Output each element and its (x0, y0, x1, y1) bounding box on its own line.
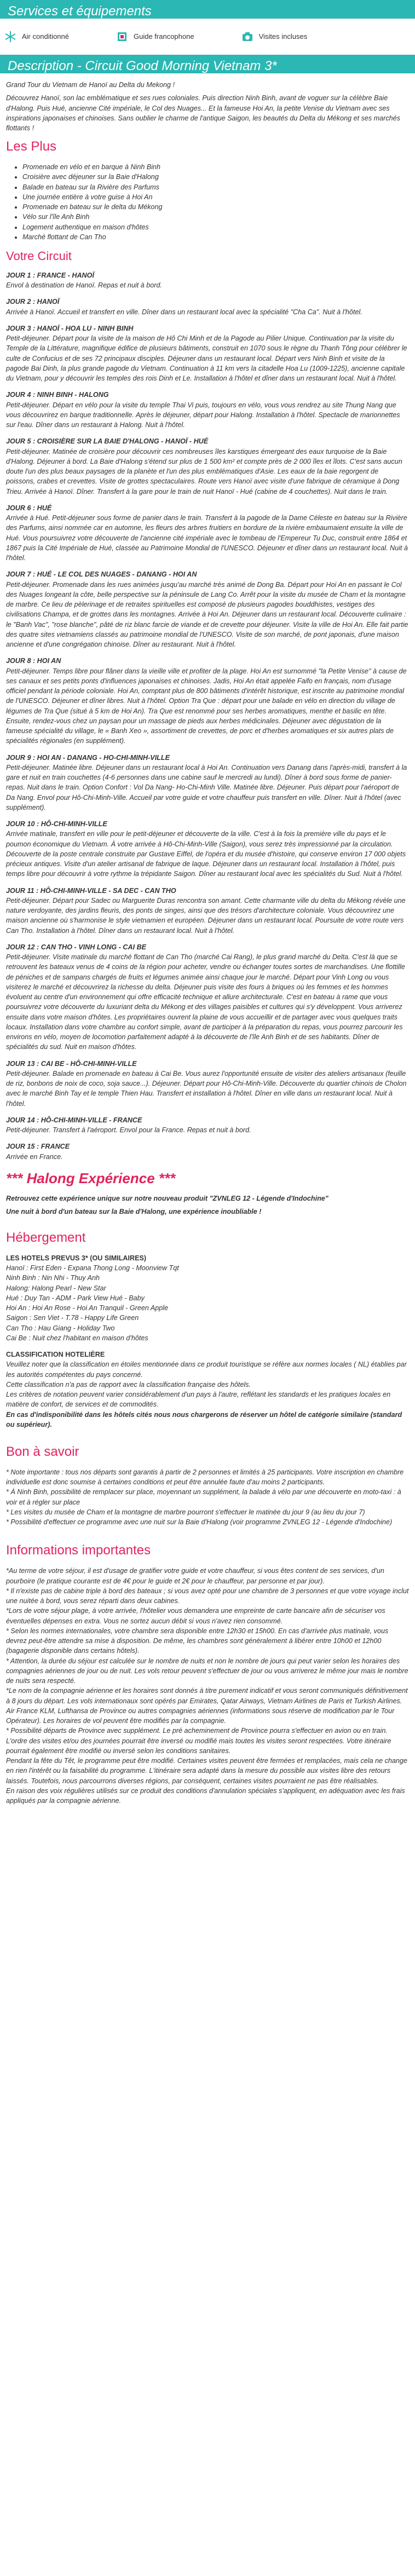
day-block (6, 1115, 409, 1136)
day-text: Petit-déjeuner. Matinée libre. Déjeuner dans un restaurant local à Hoi An. Continuation vers Danang dans l'après-midi, transfert à la gare et nuit en train couchettes (4-6 personnes dans une cabine sauf le mercredi au lundi). Dîner à bord sous forme de panier-repas. Nuit dans le train. Option Confort : Vol Da Nang- Ho-Chi-Minh Ville. Matinée libre. Déjeuner. Puis départ pour l'aéroport de Da Nang. Envol pour Hô-Chi-Minh-Ville. Accueil par votre guide et votre chauffeur puis transfert en ville. Dîner. Nuit à l'hôtel (avec supplément). (6, 763, 407, 811)
day-block (6, 819, 409, 879)
camera-icon (241, 31, 253, 43)
list-item: • Balade en bateau sur la Rivière des Parfums (22, 182, 409, 192)
info-line: *Le nom de la compagnie aérienne et les horaires sont donnés à titre purement indicatif et vous seront communiqués définitivement à 8 jours du départ. Les vols internationaux sont opérés par Emirates, Qatar Airways, Vietnam Airlines de Paris et Turkish Airlines. Air France KLM, Lufthansa de Province ou autres compagnies aériennes (informations sous réserve de modification par le Tour Opérateur). Les horaires de vol peuvent être modifiés par la compagnie. (6, 1687, 408, 1725)
day-text: Arrivée à Hué. Petit-déjeuner sous forme de panier dans le train. Transfert à la pagode de la Dame Céleste en bateau sur la Rivière des Parfums, ainsi nommée car en automne, les fleurs des arbres fruitiers en bordure de la rivière embaumaient ensuite la ville de Hué. Vous poursuivrez votre découverte de l'ancienne cité impériale avec le tombeau de l'Empereur Tu Duc, construit entre 1864 et 1867 puis la Cité Impériale de Hué, classée au Patrimoine Mondial de l'UNESCO. Déjeuner et dîner dans un restaurant local. Nuit à l'hôtel. (6, 514, 408, 562)
plus-title: Les Plus (6, 139, 57, 154)
day-block (6, 436, 409, 497)
bon-savoir-line: * Possibilité d'effectuer ce programme avec une nuit sur la Baie d'Halong (voir programme ZVNLEG 12 - Légende d'Indochine) (6, 1518, 393, 1526)
day-title: JOUR 14 : HÔ-CHI-MINH-VILLE - FRANCE (6, 1116, 142, 1124)
day-block (6, 1142, 409, 1162)
halong-line: Retrouvez cette expérience unique sur notre nouveau produit "ZVNLEG 12 - Légende d'Indochine" (6, 1194, 328, 1202)
day-text: Envol à destination de Hanoï. Repas et nuit à bord. (6, 281, 162, 290)
amenity-aircon (4, 31, 69, 43)
day-title: JOUR 6 : HUÉ (6, 504, 52, 512)
day-block (6, 886, 409, 936)
day-block (6, 270, 409, 291)
halong-title: *** Halong Expérience *** (6, 1169, 176, 1186)
day-block (6, 1059, 409, 1109)
day-title: JOUR 15 : FRANCE (6, 1143, 70, 1151)
day-text: Petit-déjeuner. Transfert à l'aéroport. Envol pour la France. Repas et nuit à bord. (6, 1126, 251, 1134)
day-text: Petit-déjeuner. Départ en vélo pour la visite du temple Thai Vi puis, toujours en vélo, vous vous rendrez au site Thung Nang que vous découvrirez en barque traditionnelle. Après le déjeuner, départ pour Halong. Installation à l'hôtel. Spectacle de marionnettes sur l'eau. Dîner dans un restaurant à Halong. Nuit à l'hôtel. (6, 401, 400, 429)
bon-savoir-title: Bon à savoir (6, 1444, 79, 1460)
day-block (6, 753, 409, 813)
snowflake-icon (4, 31, 16, 43)
day-text: Arrivée à Hanoï. Accueil et transfert en ville. Dîner dans un restaurant local avec la spécialité "Cha Ca". Nuit à l'hôtel. (6, 308, 362, 316)
hotel-line: Can Tho : Hau Giang - Holiday Two (6, 1324, 115, 1332)
bon-savoir-line: * Les visites du musée de Cham et la montagne de marbre pourront s'effectuer le matinée du jour 9 (au lieu du jour 7) (6, 1508, 365, 1516)
day-title: JOUR 12 : CAN THO - VINH LONG - CAI BE (6, 943, 147, 951)
hotel-line: Cai Be : Nuit chez l'habitant en maison d'hôtes (6, 1334, 148, 1342)
amenity-label: Visites incluses (258, 32, 308, 41)
hotel-line: Saigon : Sen Viet - T.78 - Happy Life Green (6, 1314, 139, 1322)
day-title: JOUR 9 : HOI AN - DANANG - HO-CHI-MINH-VILLE (6, 753, 170, 762)
info-line: En raison des voix régulières utilisés sur ce produit des conditions d'annulation spéciales s'appliquent, en adéquation avec les frais appliqués par la compagnie aérienne. (6, 1787, 405, 1805)
day-text: Petit-déjeuner. Départ pour la visite de la maison de Hô Chi Minh et de la Pagode au Pilier Unique. Continuation par la visite du Temple de la Littérature, magnifique édifice de plusieurs bâtiments, construit en 1070 sous le règne du Thanh Tông pour célébrer le culte de Confucius et de ses 72 principaux disciples. Déjeuner dans un restaurant local. Départ vers Ninh Binh et visite de la pagode Bai Dinh, la plus grande pagode du Vietnam. Continuation à 11 km vers la citadelle Hoa Lu (1009-1225), ancienne capitale du Vietnam, pour y découvrir les temples des rois Dinh et Le. Installation à l'hôtel et dîner dans un restaurant local. Nuit à l'hôtel. (6, 335, 407, 383)
hotel-line: Hanoï : First Eden - Expana Thong Long - Moonview Tqt (6, 1264, 179, 1272)
halong-line: Une nuit à bord d'un bateau sur la Baie d'Halong, une expérience inoubliable ! (6, 1207, 262, 1215)
day-text: Petit-déjeuner. Départ pour Sadec ou Marguerite Duras rencontra son amant. Cette charmante ville du delta du Mékong révèle une nature verdoyante, des jardins fleuris, des ponts de singes, ainsi que des trésors d'architecture coloniale. Vous découvrirez une maison ancienne où s'harmonise le style vietnamien et européen. Déjeuner dans un restaurant local. Poursuite de votre route vers Can Tho. Installation à l'hôtel. Dîner dans un restaurant local. Nuit à l'hôtel. (6, 896, 406, 935)
day-title: JOUR 13 : CAI BE - HÔ-CHI-MINH-VILLE (6, 1059, 137, 1068)
day-title: JOUR 5 : CROISIÈRE SUR LA BAIE D'HALONG - HANOÏ - HUÉ (6, 437, 209, 446)
day-title: JOUR 10 : HÔ-CHI-MINH-VILLE (6, 820, 107, 828)
list-item: • Vélo sur l'île Anh Binh (22, 212, 409, 222)
day-text: Arrivée en France. (6, 1152, 63, 1161)
day-block (6, 324, 409, 384)
list-item: • Logement authentique en maison d'hôtes (22, 222, 409, 232)
info-line: *Au terme de votre séjour, il est d'usage de gratifier votre guide et votre chauffeur, si vous êtes content de ses services, d'un pourboire (le pratique courante est de 4€ pour le guide et 2€ pour le chauffeur, par personne et par jour). (6, 1567, 384, 1585)
amenities-row (0, 19, 415, 55)
intro-line: Grand Tour du Vietnam de Hanoï au Delta du Mekong ! (6, 81, 175, 89)
hotel-line: Hué : Duy Tan - ADM - Park View Hué - Baby (6, 1294, 145, 1302)
infos-title: Informations importantes (6, 1543, 151, 1558)
plus-list (6, 162, 409, 242)
classif-title: CLASSIFICATION HOTELIÈRE (6, 1351, 105, 1359)
list-item: • Promenade en vélo et en barque à Ninh Binh (22, 162, 409, 172)
hotel-line: Halong: Halong Pearl - New Star (6, 1284, 106, 1292)
amenity-label: Air conditionné (22, 32, 69, 41)
info-line: * Il n'existe pas de cabine triple à bord des bateaux ; si vous avez opté pour une chambre de 3 personnes et que votre voyage inclut une nuitée à bord, vous serez réparti dans deux cabines. (6, 1587, 409, 1605)
description-banner: Description - Circuit Good Morning Vietnam 3* (0, 55, 415, 73)
info-line: * Possibilité départs de Province avec supplément. Le pré acheminement de Province pourra s'effectuer en avion ou en train. (6, 1727, 388, 1735)
classif-line: Cette classification n'a pas de rapport avec la classification française des hôtels. (6, 1380, 251, 1388)
classif-line: En cas d'indisponibilité dans les hôtels cités nous nous chargerons de réserver un hôtel de catégorie similaire (standard ou supérieur). (6, 1410, 402, 1428)
day-text: Petit-déjeuner. Matinée de croisière pour découvrir ces nombreuses îles karstiques émergeant des eaux turquoise de la Baie d'Halong. Déjeuner à bord. La Baie d'Halong s'étend sur plus de 1 500 km² et compte près de 2 000 îles et îlots. C'est sans aucun doute l'un des plus beaux paysages de la planète et l'un des plus emblématiques d'Asie. Les eaux de la baie regorgent de poissons, crabes et crevettes. Visite de grottes spectaculaires. Route vers Hanoï avec visite d'une fabrique de céramique à Dong Trieu. Arrivée à Hanoï. Dîner. Transfert à la gare pour le train de nuit Hanoï - Hué (cabine de 4 couchettes). Nuit dans le train. (6, 447, 402, 495)
day-title: JOUR 8 : HOI AN (6, 657, 61, 665)
book-icon (116, 31, 128, 43)
day-block (6, 569, 409, 649)
list-item: • Croisière avec déjeuner sur la Baie d'Halong (22, 172, 409, 182)
info-line: * Attention, la durée du séjour est calculée sur le nombre de nuits et non le nombre de jours qui peut varier selon les horaires des compagnies aériennes de jour ou de nuit. Les vols retour peuvent s'effectuer de jour ou vous arriverez le même jour mais le nombre de nuits sera respecté. (6, 1657, 408, 1685)
services-banner: Services et équipements (0, 0, 415, 19)
day-block (6, 503, 409, 563)
day-text: Petit-déjeuner. Balade en promenade en bateau à Cai Be. Vous aurez l'opportunité ensuite de visiter des ateliers artisanaux (feuille de riz, bonbons de noix de coco, soja sauce...). Déjeuner. Départ pour Hô-Chi-Minh-Ville. Découverte du quartier chinois de Cholon avec le marché Binh Tay et le temple Thien Hau. Transfert et installation à l'hôtel. Dîner en ville dans un restaurant local. Nuit à l'hôtel. (6, 1069, 407, 1108)
list-item: • Une journée entière à votre guise à Hoi An (22, 192, 409, 202)
bon-savoir-line: * Note importante : tous nos départs sont garantis à partir de 2 personnes et limités à 25 participants. Votre inscription en chambre individuelle est donc soumise à certaines conditions et peut être annulée faute d'au moins 2 participants. (6, 1468, 404, 1486)
list-item: • Marché flottant de Can Tho (22, 232, 409, 242)
day-title: JOUR 3 : HANOÏ - HOA LU - NINH BINH (6, 324, 134, 332)
info-line: *Lors de votre séjour plage, à votre arrivée, l'hôtelier vous demandera une empreinte de carte bancaire afin de sécuriser vos éventuelles dépenses en extra. Vous ne sortez aucun débit si vous n'avez rien consommé. (6, 1607, 385, 1625)
classif-line: Veuillez noter que la classification en étoiles mentionnée dans ce produit touristique se réfère aux normes locales ( NL) établies par les autorités compétentes du pays concerné. (6, 1361, 407, 1379)
day-block (6, 942, 409, 1052)
list-item: • Promenade en bateau sur le delta du Mékong (22, 202, 409, 212)
amenity-label: Guide francophone (134, 32, 194, 41)
info-line: Pendant la fête du Têt, le programme peut être modifié. Certaines visites peuvent être fermées et remplacées, mais cela ne change en rien l'intérêt ou la faisabilité du programme. L'itinéraire sera adapté dans la mesure du possible aux visites libre des retours laissés. Toutefois, nous parcourrons diverses régions, par conséquent, certaines visites pourraient ne pas être réalisables. (6, 1757, 407, 1785)
day-title: JOUR 4 : NINH BINH - HALONG (6, 391, 109, 399)
amenity-visits (241, 31, 308, 43)
day-text: Arrivée matinale, transfert en ville pour le petit-déjeuner et découverte de la ville. C'est à la fois la première ville du pays et le poumon économique du Vietnam. À votre arrivée à Hô-Chi-Minh-Ville (Saigon), vous serez très impressionné par la circulation. Découverte de la poste centrale construite par Gustave Eiffel, de l'opéra et du musée d'histoire, qui conserve environ 17 000 objets précieux antiques. Visite d'un atelier artisanal de fabrique de laque. Déjeuner dans un restaurant local. Installation à l'hôtel, puis temps libre pour découvrir à votre rythme la trépidante Saigon. Dîner au restaurant local avec les spécialités du Sud. Nuit à l'hôtel. (6, 830, 406, 878)
amenity-guide (116, 31, 194, 43)
hebergement-title: Hébergement (6, 1230, 86, 1246)
day-block (6, 656, 409, 746)
hotel-line: Ninh Binh : Nin Nhi - Thuy Anh (6, 1274, 100, 1282)
circuit-title: Votre Circuit (6, 249, 72, 263)
day-title: JOUR 2 : HANOÏ (6, 298, 60, 306)
classif-line: Les critères de notation peuvent varier considérablement d'un pays à l'autre, reflétant les standards et les pratiques locales en matière de confort, de services et de commodités. (6, 1391, 391, 1409)
hotel-line: Hoi An : Hoi An Rose - Hoi An Tranquil - Green Apple (6, 1304, 169, 1312)
day-title: JOUR 7 : HUÉ - LE COL DES NUAGES - DANANG - HOI AN (6, 570, 197, 579)
day-title: JOUR 11 : HÔ-CHI-MINH-VILLE - SA DEC - CAN THO (6, 886, 176, 895)
day-title: JOUR 1 : FRANCE - HANOÏ (6, 271, 94, 279)
day-text: Petit-déjeuner. Visite matinale du marché flottant de Can Tho (marché Cai Rang), le plus grand marché du Delta. C'est là que se retrouvent les bateaux venus de 4 coins de la région pour acheter, vendre ou échanger toutes sortes de marchandises. Une flottille de péniches et de sampans chargés de fruits et légumes animée ainsi chaque jour le marché. Départ pour Vinh Long ou vous visiterez le marché et découvrirez la richesse du delta. Déjeuner puis visite des fours à briques où les femmes et les hommes évoluent au centre d'un environnement qui offre efficacité technique et allure architecturale. C'est en bateau à rame que vous poursuivrez votre découverte du luxuriant delta du Mékong et des villages paisibles et cultures qui s'y développent. Vous arriverez ensuite dans votre maison d'hôtes. Les propriétaires ouvrent la plaine de vous accueillir et de partager avec vous quelques traits locaux. Installation dans votre chambre au confort simple, avant de participer à la préparation du repas, vous pourrez parcourir les environs en vélo, moyen de locomotion parfaitement adapté à la découverte de l'île Anh Binh et de ses habitants. Dîner de spécialités du sud. Nuit en maison d'hôtes. (6, 953, 405, 1051)
hotels-title: LES HOTELS PREVUS 3* (OU SIMILAIRES) (6, 1254, 147, 1262)
intro-paragraph: Découvrez Hanoï, son lac emblématique et ses rues coloniales. Puis direction Ninh Binh, avant de voguer sur la célèbre Baie d'Halong. Puis Hué, ancienne Cité impériale, le Col des Nuages... Et la fameuse Hoi An, la petite Venise du Vietnam avec ses inspirations japonaises et chinoises. Sans oublier le charme de l'antique Saigon, les beautés du Delta du Mékong et ses marchés flottants ! (6, 94, 400, 132)
day-text: Petit-déjeuner. Temps libre pour flâner dans la vieille ville et profiter de la plage. Hoi An est surnommé "la Petite Venise" à cause de ses canaux et ses petits ponts d'influences japonaises et chinoises. Jadis, Hoi An était appelée Faifo en français, nom d'usage officiel pendant la période coloniale. Hoi An, comptant plus de 800 bâtiments d'intérêt historique, est inscrite au patrimoine mondial de l'UNESCO. Déjeuner et dîner libres. Nuit à l'hôtel. Option Tra Que : départ pour une balade en vélo en direction du village de légumes de Tra Que (situé à 5 km de Hoi An). Tra Que est renommé pour ses herbes aromatiques, menthe et basilic en tête. Ensuite, rendez-vous chez un paysan pour un massage de pieds aux herbes médicinales. Déjeuner avec dégustation de la fameuse spécialité du village, le « Banh Xeo », assortiment de crevettes, de porc et d'herbes aromatiques et six autres plats de spécialités régionales (en supplément). (6, 667, 407, 745)
bon-savoir-line: * À Ninh Binh, possibilité de remplacer sur place, moyennant un supplément, la balade à vélo par une découverte en moto-taxi : à voir et à régler sur place (6, 1488, 401, 1506)
info-line: * Selon les normes internationales, votre chambre sera disponible entre 12h30 et 15h00. En cas d'arrivée plus matinale, vous devrez peut-être attendre sa mise à disposition. De même, les chambres sont généralement à libérer entre 10h00 et 12h00 (bagagerie disponible dans certains hôtels). (6, 1627, 389, 1655)
info-line: L'ordre des visites et/ou des journées pourrait être inversé ou modifié mais toutes les visites seront respectées. Votre itinéraire pourrait également être modifié ou inversé selon les conditions sanitaires. (6, 1737, 391, 1755)
day-block (6, 390, 409, 430)
day-text: Petit-déjeuner. Promenade dans les rues animées jusqu'au marché très animé de Dong Ba. Départ pour Hoi An en passant le Col des Nuages longeant la côte, belle perspective sur la péninsule de Lang Co. Arrêt pour la visite du musée de Cham et la montagne de marbre. Ce lieu de pèlerinage et de retraites spirituelles est composé de plusieurs pagodes bouddhistes, vestiges des civilisations Champa, et de grottes dans les montagnes. Arrivée à Hoi An. Déjeuner dans un restaurant local. Découverte culinaire : le "Banh Vac", "rose blanche", pâté de riz blanc farcie de viande et de crevette pour déjeuner. Visite la ville de Hoi An. Elle fait partie des quatre sites vietnamiens classés au patrimoine mondial de l'UNESCO. Visite de son marché, de pont japonais, d'une maison ancienne et d'une congrégation chinoise. Dîner au restaurant. Nuit à l'hôtel. (6, 580, 408, 649)
day-block (6, 297, 409, 317)
